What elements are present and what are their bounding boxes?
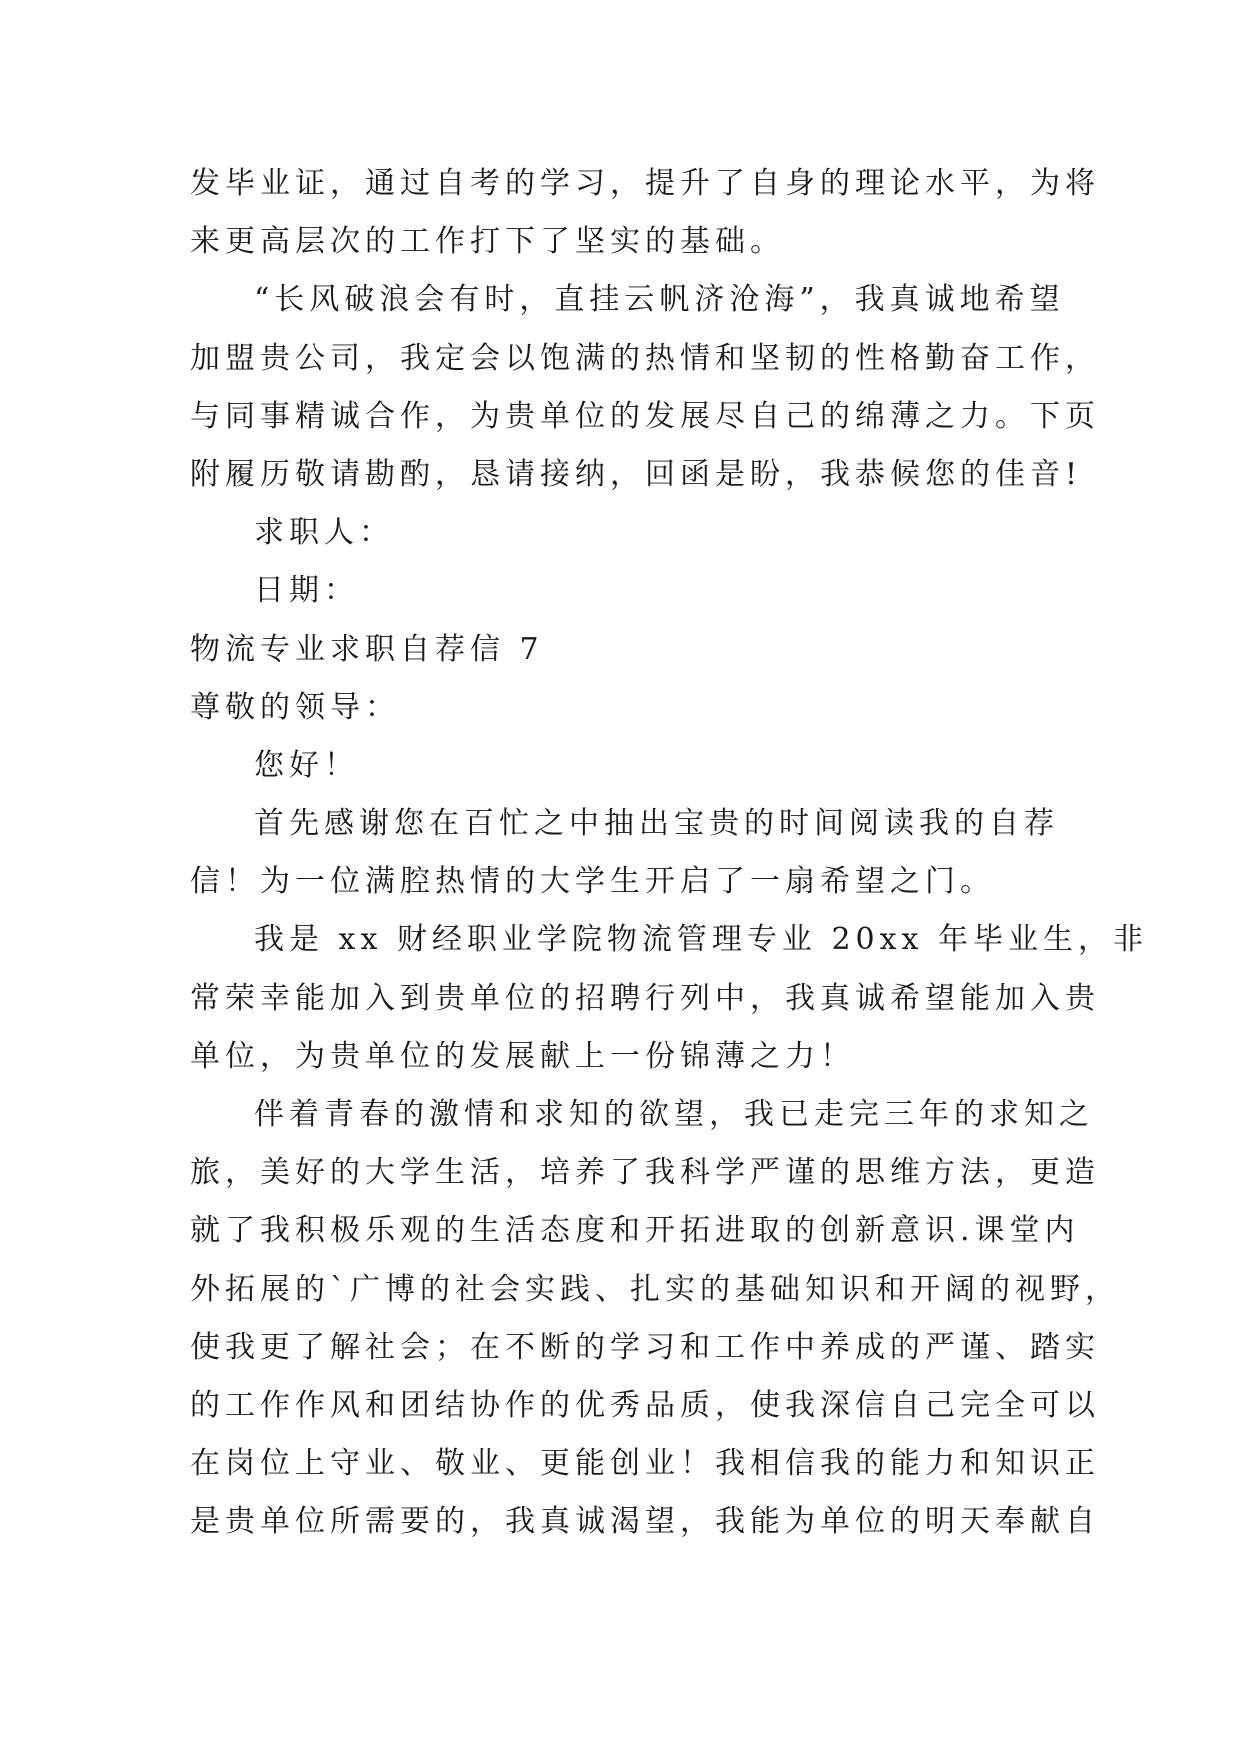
text-line: 首先感谢您在百忙之中抽出宝贵的时间阅读我的自荐: [254, 806, 1059, 842]
text-line: 在岗位上守业、敬业、更能创业！我相信我的能力和知识正: [190, 1446, 1100, 1482]
text-line: 就了我积极乐观的生活态度和开拓进取的创新意识.课堂内: [190, 1213, 1080, 1249]
text-line: “长风破浪会有时，直挂云帆济沧海”，我真诚地希望: [254, 282, 1065, 318]
applicant-label: 求职人：: [254, 515, 394, 551]
greeting: 您好！: [254, 747, 359, 783]
text-line: 旅，美好的大学生活，培养了我科学严谨的思维方法，更造: [190, 1155, 1100, 1191]
text-line: 发毕业证，通过自考的学习，提升了自身的理论水平，为将: [190, 166, 1100, 201]
section-heading: 物流专业求职自荐信 7: [190, 631, 544, 667]
text-line: 来更高层次的工作打下了坚实的基础。: [190, 224, 785, 260]
text-line: 与同事精诚合作，为贵单位的发展尽自己的绵薄之力。下页: [190, 398, 1100, 434]
text-line: 加盟贵公司，我定会以饱满的热情和坚韧的性格勤奋工作，: [190, 340, 1100, 376]
text-line: 的工作作风和团结协作的优秀品质，使我深信自己完全可以: [190, 1387, 1100, 1423]
text-line: 附履历敬请勘酌，恳请接纳，回函是盼，我恭候您的佳音!: [190, 456, 1083, 492]
date-label: 日期：: [254, 573, 359, 609]
text-line: 使我更了解社会；在不断的学习和工作中养成的严谨、踏实: [190, 1329, 1100, 1365]
text-line: 常荣幸能加入到贵单位的招聘行列中，我真诚希望能加入贵: [190, 980, 1100, 1016]
salutation: 尊敬的领导：: [190, 689, 400, 725]
text-line: 外拓展的`广博的社会实践、扎实的基础知识和开阔的视野，: [190, 1271, 1120, 1307]
text-line: 信！为一位满腔热情的大学生开启了一扇希望之门。: [190, 864, 995, 900]
document-body: [190, 155, 1148, 1552]
text-line: 是贵单位所需要的，我真诚渴望，我能为单位的明天奉献自: [190, 1504, 1100, 1540]
text-line: 单位，为贵单位的发展献上一份锦薄之力！: [190, 1038, 855, 1074]
text-line: 伴着青春的激情和求知的欲望，我已走完三年的求知之: [254, 1097, 1094, 1132]
text-line: 我是 xx 财经职业学院物流管理专业 20xx 年毕业生，非: [254, 922, 1148, 958]
